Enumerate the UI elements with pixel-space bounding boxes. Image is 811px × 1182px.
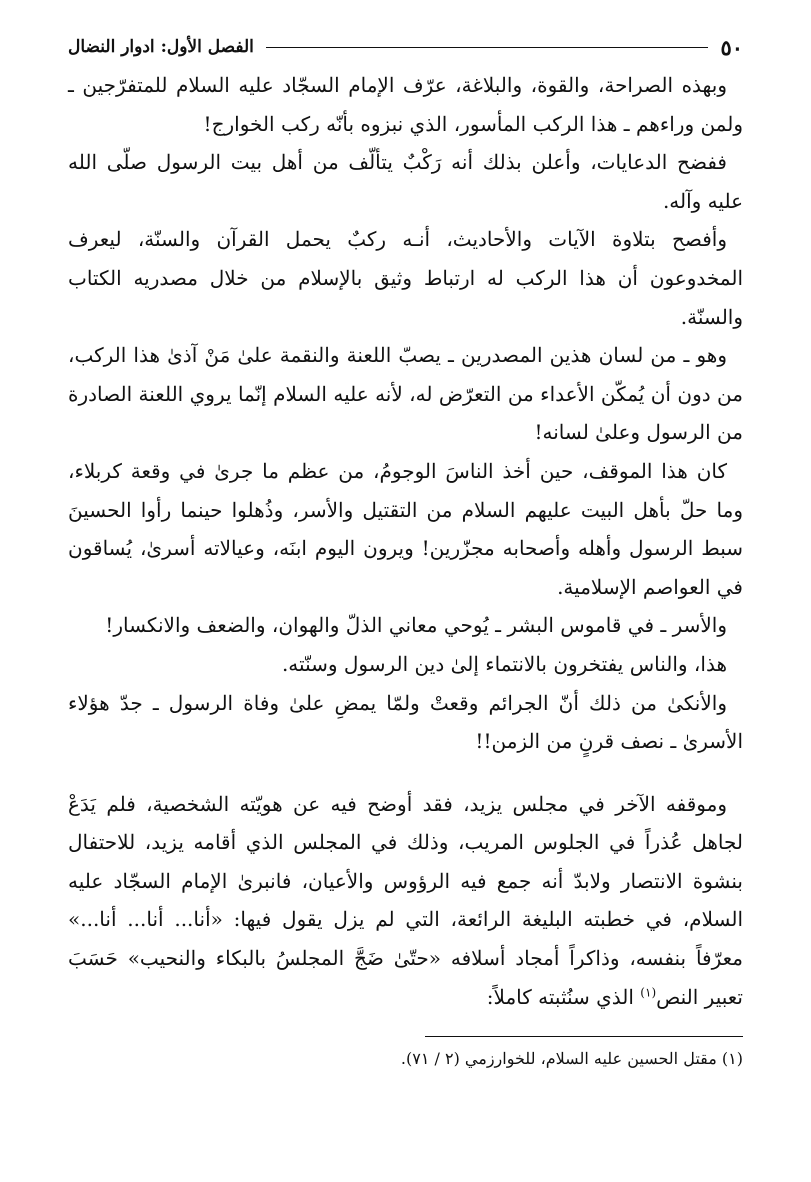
paragraph: ففضح الدعايات، وأعلن بذلك أنه رَكْبٌ يتألّف من أهل بيت الرسول صلّى الله عليه وآله. <box>68 150 743 213</box>
paragraph-text-end: الذي سنُثبته كاملاً: <box>486 984 641 1009</box>
paragraph: وهو ـ من لسان هذين المصدرين ـ يصبّ اللعنة والنقمة علىٰ مَنْ آذىٰ هذا الركب، من دون أن يُمكّن الأعداء من التعرّض له، لأنه عليه السلام إنّما يروي اللعنة الصادرة من الرسول وعلىٰ لسانه! <box>68 343 743 445</box>
paragraph: هذا، والناس يفتخرون بالانتماء إلىٰ دين الرسول وسنّته. <box>281 651 727 676</box>
paragraph-with-footnote <box>68 785 743 1017</box>
footnote-separator-wrap <box>0 1036 743 1037</box>
paragraph-text: وموقفه الآخر في مجلس يزيد، فقد أوضح فيه عن هويّته الشخصية، فلم يَدَعْ لجاهل عُذراً في الجلوس المريب، وذلك في المجلس الذي أقامه يزيد، للاحتفال بنشوة الانتصار ولابدّ أنه جمع فيه الرؤوس والأعيان، فانبرىٰ الإمام السجّاد عليه السلام، في خطبته البليغة الرائعة، التي لم يزل يقول فيها: «أنا... أنا... أنا...» معرّفاً بنفسه، وذاكراً أمجاد أسلافه «حتّىٰ ضَجَّ المجلسُ بالبكاء والنحيب» حَسَبَ تعبير النص <box>68 791 743 1009</box>
page-number: ٥٠ <box>720 34 743 60</box>
header-rule <box>266 47 709 48</box>
footnote-separator <box>425 1036 743 1037</box>
footnote-reference[interactable]: (١) <box>640 985 657 999</box>
paragraph: والأنكىٰ من ذلك أنّ الجرائم وقعتْ ولمّا يمضِ علىٰ وفاة الرسول ـ جدّ هؤلاء الأسرىٰ ـ نصف قرنٍ من الزمن!! <box>68 690 743 754</box>
running-title: الفصل الأول: ادوار النضال <box>68 37 254 57</box>
footnote: (١) مقتل الحسين عليه السلام، للخوارزمي (٢ / ٧١). <box>400 1049 743 1068</box>
page-body <box>68 66 743 1016</box>
section-gap <box>68 761 743 785</box>
paragraph: كان هذا الموقف، حين أخذ الناسَ الوجومُ، من عظم ما جرىٰ في وقعة كربلاء، وما حلّ بأهل البيت عليهم السلام من التقتيل والأسر، وذُهلوا حينما رأوا الحسينَ سبط الرسول وأهله وأصحابه مجزّرين! ويرون اليوم ابنَه، وعيالاته أسرىٰ، يُساقون في العواصم الإسلامية. <box>68 458 743 599</box>
paragraph: وأفصح بتلاوة الآيات والأحاديث، أنـه ركبٌ يحمل القرآن والسنّة، ليعرف المخدوعون أن هذا الركب له ارتباط وثيق بالإسلام من خلال مصدريه الكتاب والسنّة. <box>68 227 744 329</box>
page-header <box>68 34 743 60</box>
paragraph: والأسر ـ في قاموس البشر ـ يُوحي معاني الذلّ والهوان، والضعف والانكسار! <box>105 613 727 638</box>
paragraph: وبهذه الصراحة، والقوة، والبلاغة، عرّف الإمام السجّاد عليه السلام للمتفرّجين ـ ولمن وراءهم ـ هذا الركب المأسور، الذي نبزوه بأنّه ركب الخوارج! <box>68 73 743 136</box>
